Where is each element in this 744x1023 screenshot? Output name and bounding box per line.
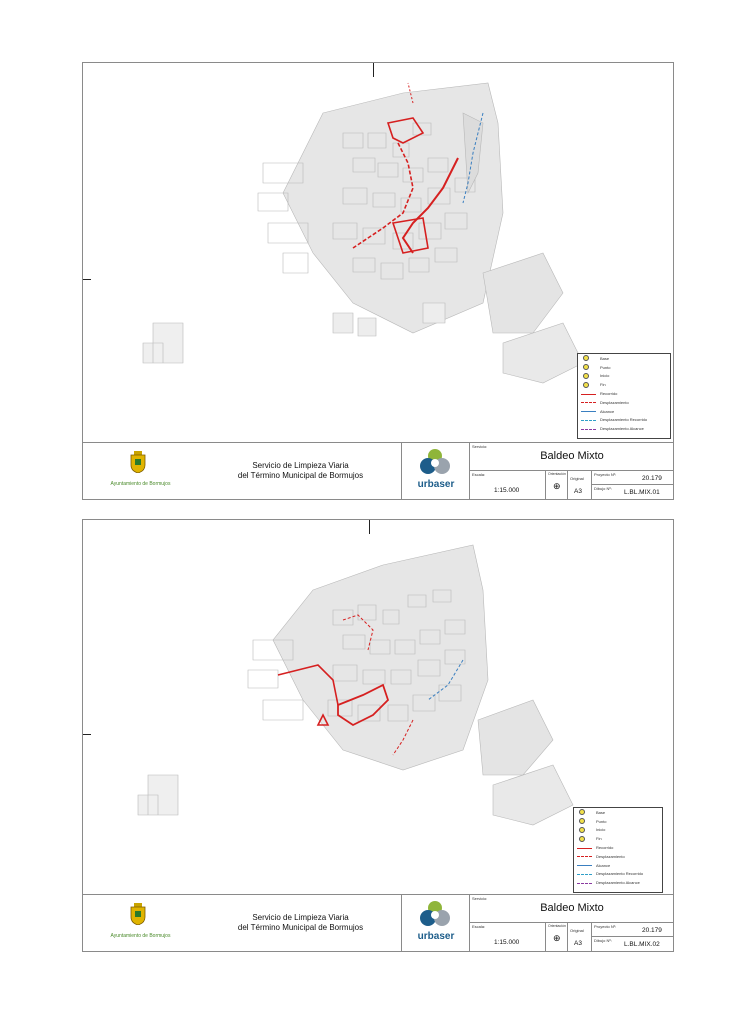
legend-item: Inicio: [578, 372, 670, 381]
start-icon: [583, 373, 589, 379]
plan-sheet-2: [82, 519, 674, 952]
base-icon: [579, 809, 585, 815]
legend-item: Recorrido: [574, 843, 662, 852]
legend-item: Desplazamiento Alcance: [578, 424, 670, 433]
legend-item: Fin: [578, 380, 670, 389]
crosshair-top: [369, 520, 370, 534]
legend-item: Desplazamiento Alcance: [574, 878, 662, 887]
crosshair-left: [83, 734, 91, 735]
brand-logo: [401, 443, 470, 499]
dashed-line-icon: [577, 883, 592, 884]
legend-item: Recorrido: [578, 389, 670, 398]
dashed-line-icon: [577, 856, 592, 857]
legend-item: Base: [574, 808, 662, 817]
north-arrow-icon: ⊕: [553, 481, 561, 491]
title-block: [83, 894, 673, 951]
urban-blocks: [138, 545, 573, 825]
info-table: Servicio: Baldeo Mixto Escala: 1:15.000 Orientación ⊕ Original A3 Proyecto Nº: 20.179 Dibujo Nº: L.BL.MIX.02: [469, 895, 674, 951]
crest-icon: [130, 451, 146, 473]
document-title: Servicio de Limpieza Viaria del Término Municipal de Bormujos: [237, 461, 364, 480]
point-icon: [579, 818, 585, 824]
legend-item: Desplazamiento: [578, 398, 670, 407]
legend-item: Inicio: [574, 826, 662, 835]
point-icon: [583, 364, 589, 370]
end-icon: [579, 836, 585, 842]
crosshair-top: [373, 63, 374, 77]
drawing-number: L.BL.MIX.02: [624, 941, 660, 948]
legend-item: Desplazamiento: [574, 852, 662, 861]
base-icon: [583, 355, 589, 361]
paper-size: A3: [574, 488, 582, 495]
document-title: Servicio de Limpieza Viaria del Término Municipal de Bormujos: [237, 913, 364, 932]
map-legend: [573, 807, 663, 893]
urbaser-icon: [418, 447, 452, 477]
municipality-label: Ayuntamiento de Bormujos: [110, 481, 171, 487]
paper-size: A3: [574, 940, 582, 947]
municipality-logo: [83, 895, 198, 951]
urbaser-icon: [418, 899, 452, 929]
north-arrow-icon: ⊕: [553, 933, 561, 943]
solid-line-icon: [577, 848, 592, 849]
legend-item: Base: [578, 354, 670, 363]
solid-line-icon: [581, 411, 596, 412]
legend-item: Alcance: [574, 861, 662, 870]
solid-line-icon: [581, 394, 596, 395]
dashed-line-icon: [581, 429, 596, 430]
legend-item: Desplazamiento Recorrido: [574, 870, 662, 879]
solid-line-icon: [577, 865, 592, 866]
service-title: Baldeo Mixto: [540, 902, 604, 914]
legend-item: Punto: [578, 363, 670, 372]
legend-item: Desplazamiento Recorrido: [578, 416, 670, 425]
dashed-line-icon: [581, 420, 596, 421]
drawing-number: L.BL.MIX.01: [624, 489, 660, 496]
legend-item: Fin: [574, 834, 662, 843]
legend-item: Alcance: [578, 407, 670, 416]
info-table: Servicio: Baldeo Mixto Escala: 1:15.000 Orientación ⊕ Original A3 Proyecto Nº: 20.179 Dibujo Nº: L.BL.MIX.01: [469, 443, 674, 499]
legend-item: Punto: [574, 817, 662, 826]
crest-icon: [130, 903, 146, 925]
urban-blocks: [143, 83, 583, 383]
crosshair-left: [83, 279, 91, 280]
brand-logo: [401, 895, 470, 951]
scale-value: 1:15.000: [494, 487, 520, 494]
start-icon: [579, 827, 585, 833]
project-number: 20.179: [642, 927, 662, 934]
dashed-line-icon: [577, 874, 592, 875]
scale-value: 1:15.000: [494, 939, 520, 946]
end-icon: [583, 382, 589, 388]
map-legend: [577, 353, 671, 439]
municipality-logo: [83, 443, 198, 499]
service-title: Baldeo Mixto: [540, 450, 604, 462]
plan-sheet-1: [82, 62, 674, 500]
title-block: [83, 442, 673, 499]
municipality-label: Ayuntamiento de Bormujos: [110, 933, 171, 939]
brand-name: urbaser: [417, 931, 455, 942]
brand-name: urbaser: [417, 479, 455, 490]
dashed-line-icon: [581, 402, 596, 403]
project-number: 20.179: [642, 475, 662, 482]
